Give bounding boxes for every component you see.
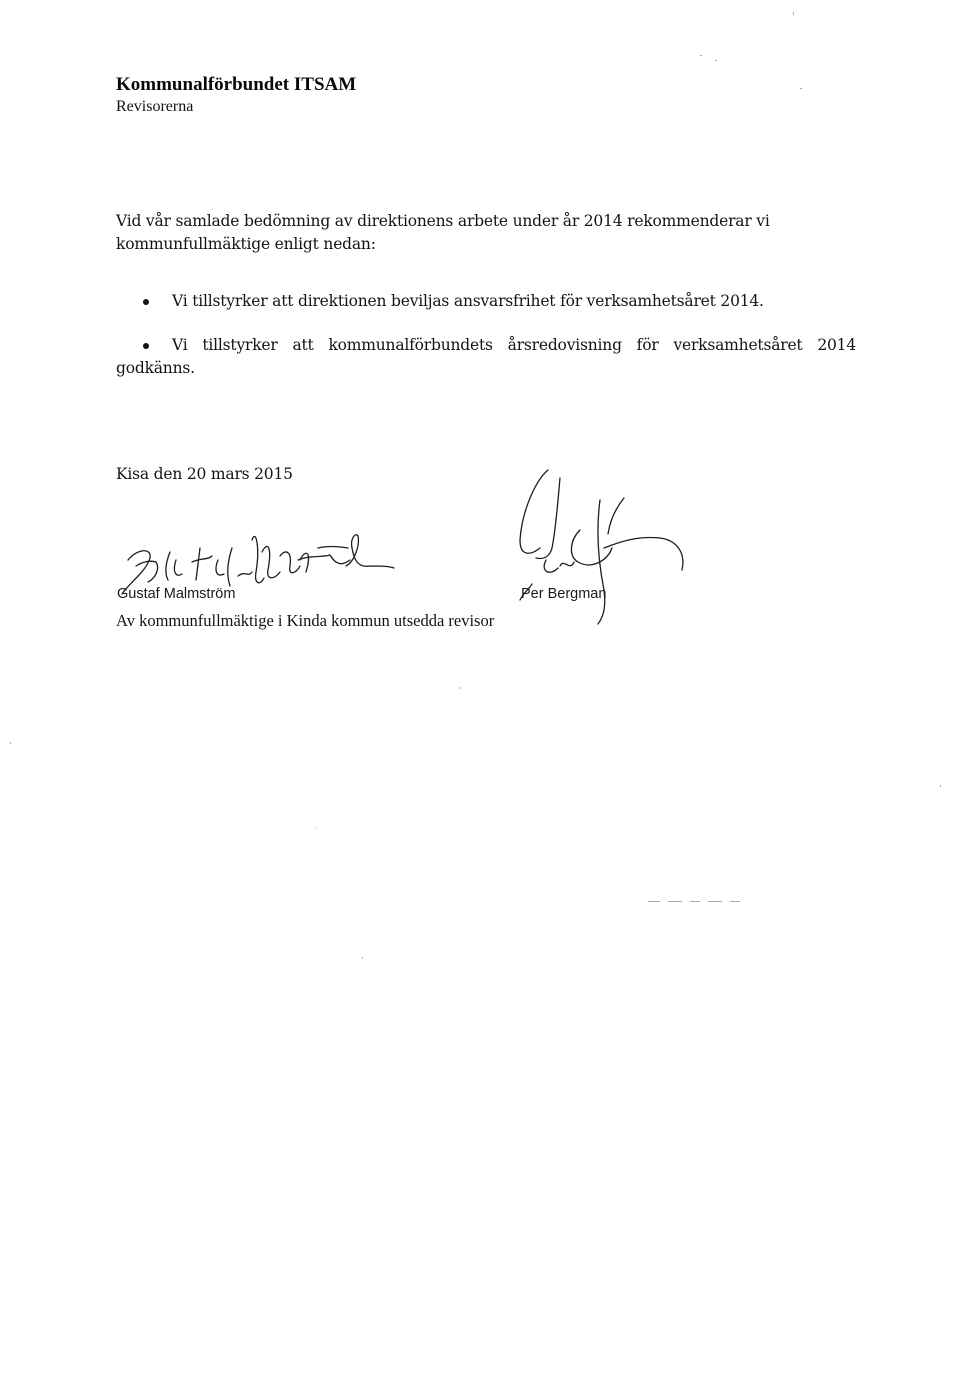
organization-title: Kommunalförbundet ITSAM bbox=[116, 74, 357, 95]
list-item bbox=[116, 334, 856, 380]
recommendation-discharge: Vi tillstyrker att direktionen beviljas ansvarsfrihet för verksamhetsåret 2014. bbox=[172, 292, 764, 310]
bullet-icon bbox=[143, 299, 149, 305]
place-date: Kisa den 20 mars 2015 bbox=[116, 465, 293, 483]
document-subtitle: Revisorerna bbox=[116, 98, 194, 115]
signatory-name-left: Gustaf Malmström bbox=[117, 586, 236, 602]
bullet-icon bbox=[143, 343, 149, 349]
signatory-name-right: Per Bergman bbox=[521, 586, 607, 602]
list-item bbox=[116, 290, 856, 313]
intro-paragraph: Vid vår samlade bedömning av direktionens arbete under år 2014 rekommenderar vi kommunfullmäktige enligt nedan: bbox=[116, 212, 770, 253]
recommendation-list bbox=[116, 290, 856, 380]
recommendation-approval: Vi tillstyrker att kommunalförbundets årsredovisning för verksamhetsåret 2014 godkänns. bbox=[116, 336, 856, 377]
auditor-role: Av kommunfullmäktige i Kinda kommun utsedda revisor bbox=[116, 611, 495, 630]
